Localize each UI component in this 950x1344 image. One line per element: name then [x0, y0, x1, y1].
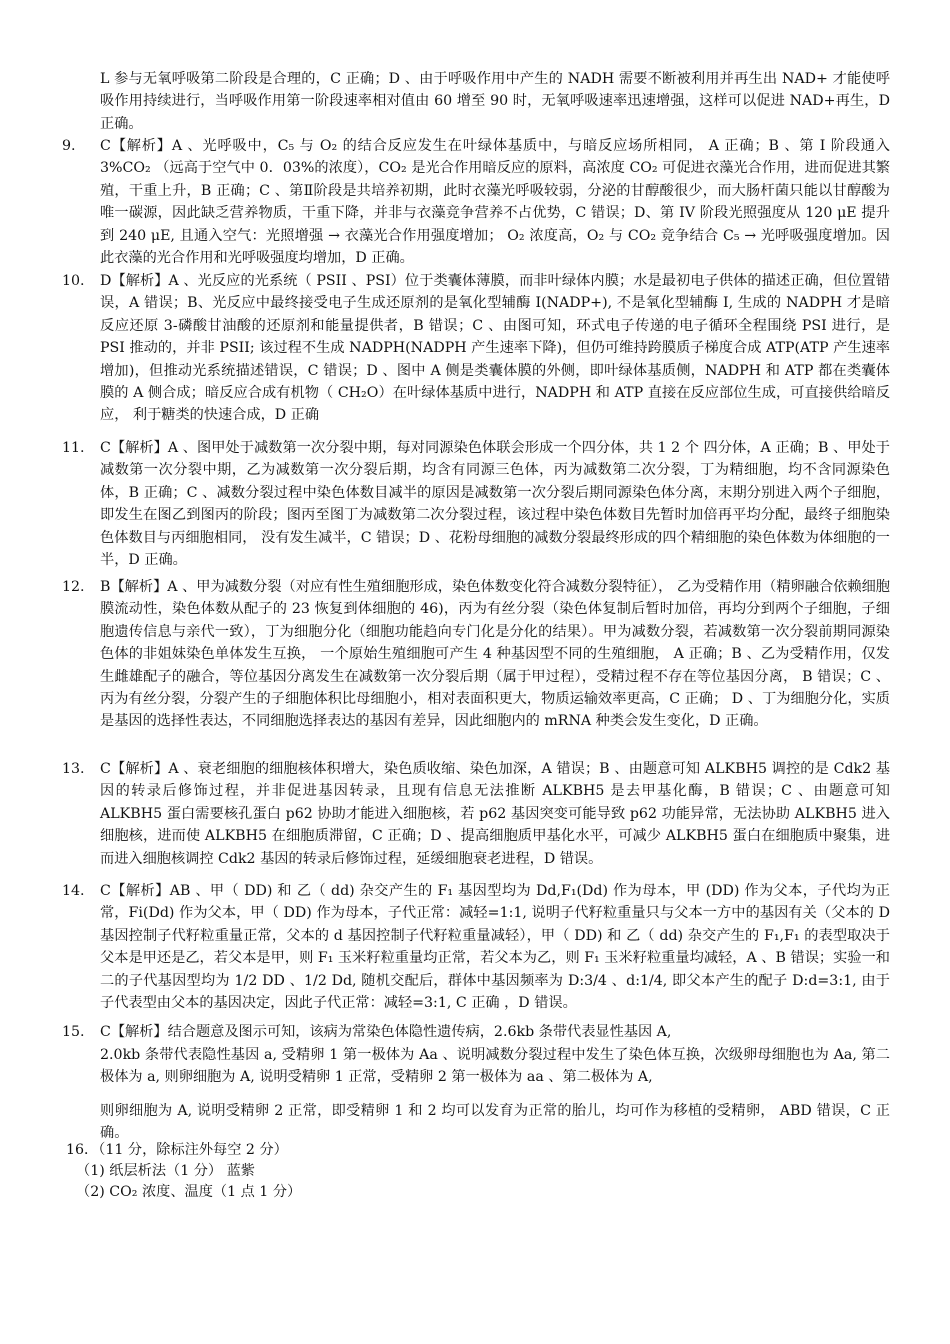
item-text: B【解析】A 、甲为减数分裂（对应有性生殖细胞形成，染色体数变化符合减数分裂特征）， 乙为受精作用（精卵融合依赖细胞膜流动性，染色体数从配子的 23 恢复到体细胞的 46)，丙为有丝分裂（染色体复制后暂时加倍，再均分到两个子细胞，子细胞遗传信息与亲代一致），丁为细胞分化（细胞功能趋向专门化是分化的结果）。甲为减数分裂，若减数第一次分裂前期同源染色体的非姐妹染色单体发生互换， 一个原始生殖细胞可产生 4 种基因型不同的生殖细胞， A 正确；B 、乙为受精作用，仅发生雌雄配子的融合，等位基因分离发生在减数第一次分裂后期（属于甲过程），受精过程不存在等位基因分离， B 错误；C 、丙为有丝分裂，分裂产生的子细胞体积比母细胞小，相对表面积更大，物质运输效率更高，C 正确； D 、丁为细胞分化，实质是基因的选择性表达，不同细胞选择表达的基因有差异，因此细胞内的 mRNA 种类会发生变化，D 正确。 [100, 579, 890, 730]
answer-item-9 [62, 135, 890, 269]
item-text: D【解析】A 、光反应的光系统（ PSII 、PSI）位于类囊体薄膜，而非叶绿体内膜；水是最初电子供体的描述正确，但位置错误，A 错误；B、光反应中最终接受电子生成还原剂的是氧化型辅酶 I(NADP+), 不是氧化型辅酶 I, 生成的 NADPH 才是暗反应还原 3-磷酸甘油酸的还原剂和能量提供者，B 错误；C 、由图可知，环式电子传递的电子循环全程围绕 PSI 进行，是 PSI 推动的，并非 PSII; 该过程不生成 NADPH(NADPH 产生速率下降)，但仍可维持跨膜质子梯度合成 ATP(ATP 产生速率增加)，但推动光系统描述错误，C 错误；D 、图中 A 侧是类囊体膜的外侧，即叶绿体基质侧，NADPH 和 ATP 都在类囊体膜的 A 侧合成；暗反应合成有机物（ CH₂O）在叶绿体基质中进行，NADPH 和 ATP 直接在反应部位生成，可直接供给暗反应， 利于糖类的快速合成，D 正确 [100, 273, 890, 424]
item-text: C【解析】AB 、甲（ DD) 和 乙（ dd) 杂交产生的 F₁ 基因型均为 Dd,F₁(Dd) 作为母本，甲 (DD) 作为父本，子代均为正常，Fi(Dd) 作为父本，甲（ DD) 作为母本，子代正常：减轻=1:1, 说明子代籽粒重量只与父本一方中的基因有关（父本的 D 基因控制子代籽粒重量正常，父本的 d 基因控制子代籽粒重量减轻），甲（ DD) 和 乙（ dd) 杂交产生的 F₁,F₁ 的表型取决于父本是甲还是乙，若父本是甲，则 F₁ 玉米籽粒重量均正常，若父本为乙，则 F₁ 玉米籽粒重量均减轻，A 、B 错误；实验一和二的子代基因型均为 1/2 DD 、1/2 Dd, 随机交配后，群体中基因频率为 D:3/4 、d:1/4, 即父本产生的配子 D:d=3:1, 由于子代表型由父本的基因决定，因此子代正常：减轻=3:1, C 正确 ，D 错误。 [100, 883, 890, 1012]
item-text: C【解析】结合题意及图示可知，该病为常染色体隐性遗传病，2.6kb 条带代表显性基因 A, [100, 1024, 672, 1040]
item-15-continuation-1: 2.0kb 条带代表隐性基因 a, 受精卵 1 第一极体为 Aa 、说明减数分裂过程中发生了染色体互换，次级卵母细胞也为 Aa, 第二极体为 a, 则卵细胞为 A, 说明受精卵 1 正常，受精卵 2 第一极体为 aa 、第二极体为 A, [100, 1047, 890, 1086]
question-16-line-2: （2) CO₂ 浓度、温度（1 点 1 分） [76, 1184, 302, 1200]
item-number: 15. [62, 1024, 85, 1040]
answer-item-14 [62, 880, 890, 1014]
answer-item-10 [62, 270, 890, 427]
item-text: C【解析】A 、光呼吸中，C₅ 与 O₂ 的结合反应发生在叶绿体基质中，与暗反应场所相同， A 正确；B 、第 I 阶段通入 3%CO₂ （远高于空气中 0．03%的浓度），CO₂ 是光合作用暗反应的原料，高浓度 CO₂ 可促进衣藻光合作用，进而促进其繁殖，干重上升，B 正确；C 、第Ⅱ阶段是共培养初期，此时衣藻光呼吸较弱，分泌的甘醇酸很少，而大肠杆菌只能以甘醇酸为唯一碳源，因此缺乏营养物质，干重下降，并非与衣藻竞争营养不占优势，C 错误；D、第 IV 阶段光照强度从 120 μE 提升到 240 μE, 且通入空气：光照增强 → 衣藻光合作用强度增加； O₂ 浓度高，O₂ 与 CO₂ 竞争结合 C₅ → 光呼吸强度增加。因此衣藻的光合作用和光呼吸强度均增加，D 正确。 [100, 138, 890, 267]
item-number: 14. [62, 883, 85, 899]
item-number: 9. [62, 138, 76, 154]
item-number: 11. [62, 440, 85, 456]
item-number: 13. [62, 761, 85, 777]
answer-item-13 [62, 758, 890, 870]
item-text: C【解析】A 、图甲处于减数第一次分裂中期，每对同源染色体联会形成一个四分体，共 1 2 个 四分体，A 正确；B 、甲处于减数第一次分裂中期，乙为减数第一次分裂后期，均含有同源三色体，丙为减数第二次分裂，丁为精细胞，均不含同源染色体，B 正确；C 、减数分裂过程中染色体数目减半的原因是减数第一次分裂后期同源染色体分离，末期分别进入两个子细胞，即发生在图乙到图丙的阶段；图丙至图丁为减数第二次分裂过程，该过程中染色体数目先暂时加倍再平均分配，最终子细胞染色体数目与丙细胞相同， 没有发生减半，C 错误；D 、花粉母细胞的减数分裂最终形成的四个精细胞的染色体数为体细胞的一半，D 正确。 [100, 440, 890, 569]
answer-item-15 [62, 1021, 890, 1043]
intro-paragraph: L 参与无氧呼吸第二阶段是合理的，C 正确；D 、由于呼吸作用中产生的 NADH 需要不断被利用并再生出 NAD+ 才能使呼吸作用持续进行，当呼吸作用第一阶段速率相对值由 60 增至 90 时，无氧呼吸速率迅速增强，这样可以促进 NAD+再生，D 正确。 [100, 71, 890, 132]
item-15-continuation-2: 则卵细胞为 A, 说明受精卵 2 正常，即受精卵 1 和 2 均可以发育为正常的胎儿，均可作为移植的受精卵， ABD 错误，C 正确。 [100, 1103, 890, 1142]
question-16-line-1: （1) 纸层析法（1 分） 蓝紫 [76, 1163, 255, 1179]
item-number: 10. [62, 273, 85, 289]
answer-item-11 [62, 437, 890, 571]
answer-item-12 [62, 576, 890, 733]
item-number: 12. [62, 579, 85, 595]
item-text: C【解析】A 、衰老细胞的细胞核体积增大，染色质收缩、染色加深，A 错误；B 、由题意可知 ALKBH5 调控的是 Cdk2 基因的转录后修饰过程，并非促进基因转录，且现有信息无法推断 ALKBH5 是去甲基化酶，B 错误；C 、由题意可知 ALKBH5 蛋白需要核孔蛋白 p62 协助才能进入细胞核，若 p62 基因突变可能导致 p62 功能异常，无法协助 ALKBH5 进入细胞核，进而使 ALKBH5 在细胞质滞留，C 正确；D 、提高细胞质甲基化水平，可减少 ALKBH5 蛋白在细胞质中聚集，进而进入细胞核调控 Cdk2 基因的转录后修饰过程，延缓细胞衰老进程，D 错误。 [100, 761, 890, 867]
question-16-title: 16．（11 分，除标注外每空 2 分） [66, 1142, 288, 1158]
